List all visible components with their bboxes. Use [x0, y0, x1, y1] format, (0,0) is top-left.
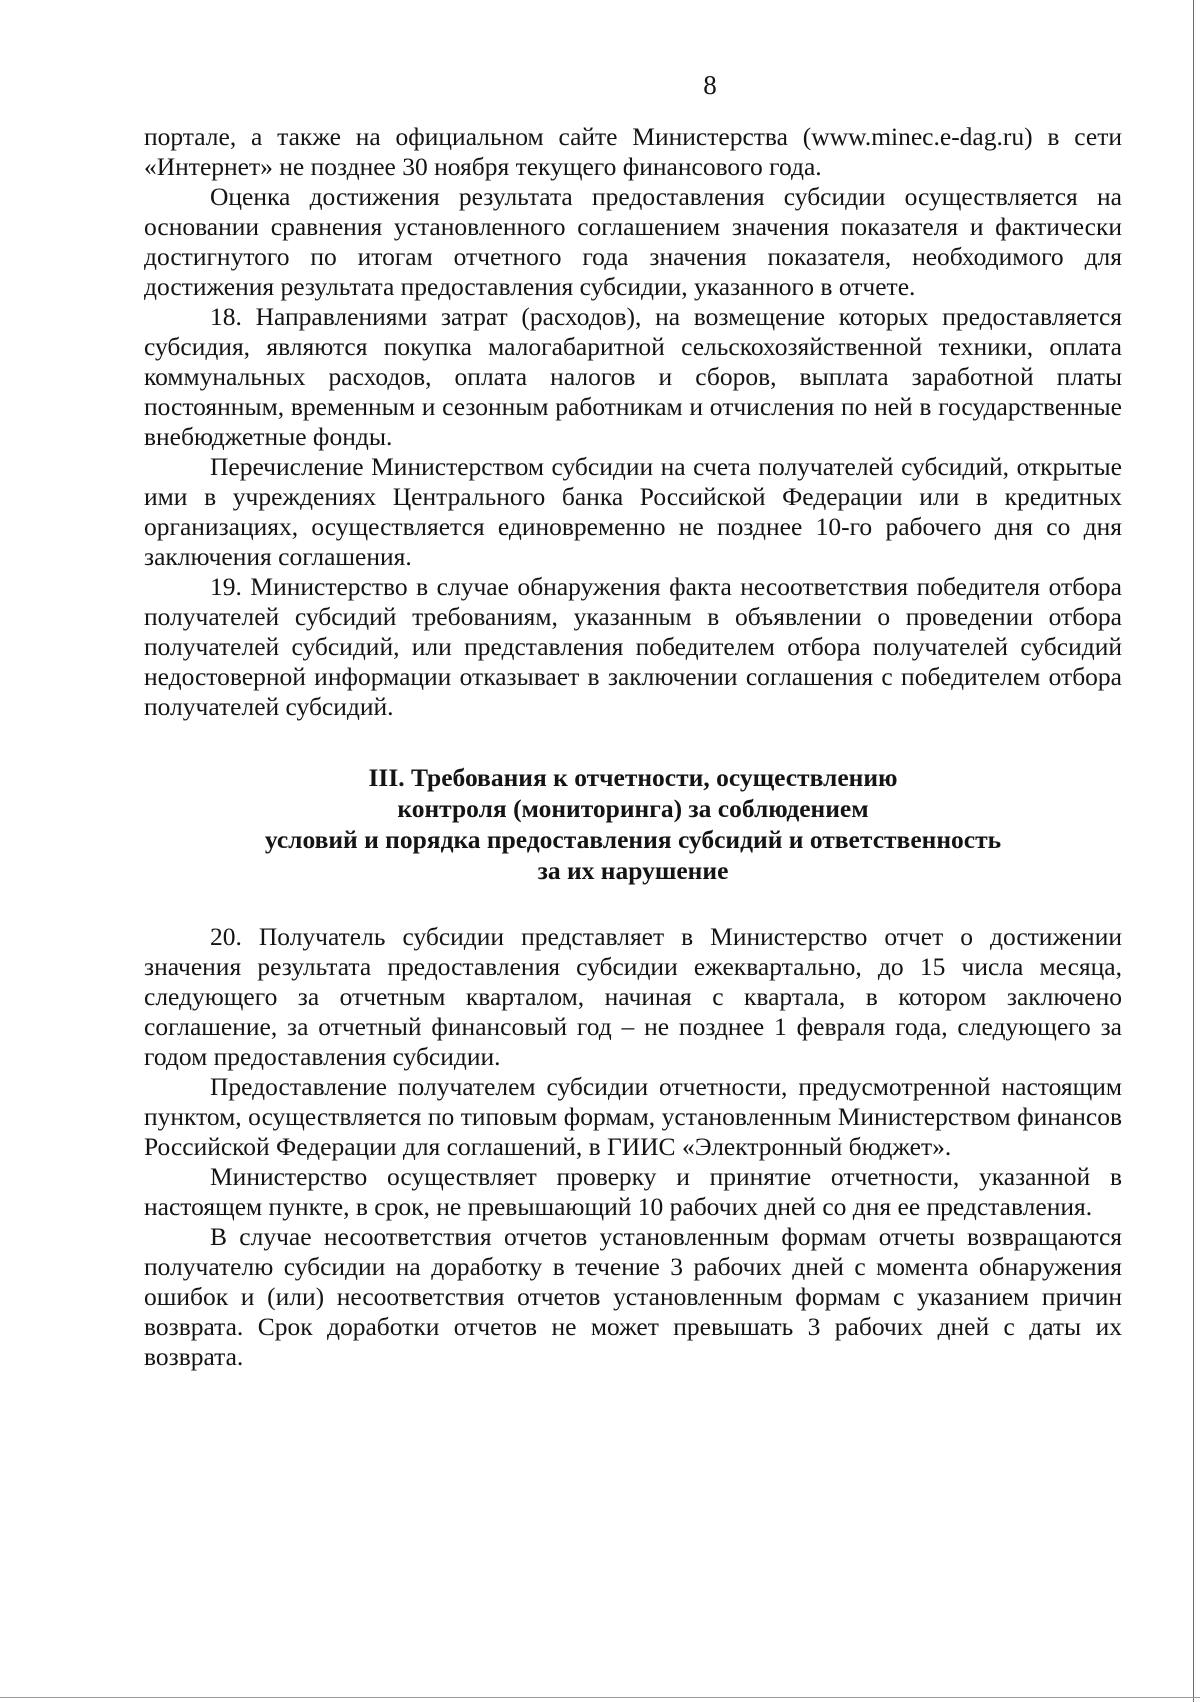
paragraph-item-18: 18. Направлениями затрат (расходов), на возмещение которых предоставляется субсидия, являются покупка малогабаритной сельскохозяйственной техники, оплата коммунальных расходов, оплата налогов и сборов, выплата заработной платы постоянным, временным и сезонным работникам и отчисления по ней в государственные внебюджетные фонды.	[144, 302, 1122, 451]
section-heading-line: условий и порядка предоставления субсидий и ответственность	[264, 825, 1002, 854]
paragraph: В случае несоответствия отчетов установленным формам отчеты возвращаются получателю субсидии на доработку в течение 3 рабочих дней с момента обнаружения ошибок и (или) несоответствия отчетов установленным формам с указанием причин возврата. Срок доработки отчетов не может превышать 3 рабочих дней с даты их возврата.	[144, 1222, 1122, 1371]
paragraph: Министерство осуществляет проверку и принятие отчетности, указанной в настоящем пункте, в срок, не превышающий 10 рабочих дней со дня ее представления.	[144, 1162, 1122, 1221]
paragraph: порталe, а также на официальном сайте Министерства (www.minec.e-dag.ru) в сети «Интернет» не позднее 30 ноября текущего финансового года.	[144, 122, 1122, 181]
section-heading	[144, 762, 1122, 886]
scan-edge-bottom	[0, 1697, 1200, 1698]
paragraph: Оценка достижения результата предоставления субсидии осуществляется на основании сравнения установленного соглашением значения показателя и фактически достигнутого по итогам отчетного года значения показателя, необходимого для достижения результата предоставления субсидии, указанного в отчете.	[144, 182, 1122, 301]
paragraph: Предоставление получателем субсидии отчетности, предусмотренной настоящим пунктом, осуществляется по типовым формам, установленным Министерством финансов Российской Федерации для соглашений, в ГИИС «Электронный бюджет».	[144, 1072, 1122, 1161]
page-number: 8	[703, 70, 717, 100]
paragraph: Перечисление Министерством субсидии на счета получателей субсидий, открытые ими в учреждениях Центрального банка Российской Федерации или в кредитных организациях, осуществляется единовременно не позднее 10-го рабочего дня со дня заключения соглашения.	[144, 452, 1122, 571]
section-heading-line: контроля (мониторинга) за соблюдением	[397, 794, 869, 823]
document-body	[144, 122, 1122, 1372]
paragraph-item-20: 20. Получатель субсидии представляет в Министерство отчет о достижении значения результата предоставления субсидии ежеквартально, до 15 числа месяца, следующего за отчетным кварталом, начиная с квартала, в котором заключено соглашение, за отчетный финансовый год – не позднее 1 февраля года, следующего за годом предоставления субсидии.	[144, 922, 1122, 1071]
paragraph-item-19: 19. Министерство в случае обнаружения факта несоответствия победителя отбора получателей субсидий требованиям, указанным в объявлении о проведении отбора получателей субсидий, или представления победителем отбора получателей субсидий недостоверной информации отказывает в заключении соглашения с победителем отбора получателей субсидий.	[144, 572, 1122, 721]
section-heading-line: за их нарушение	[537, 856, 729, 885]
scan-edge-right	[1193, 0, 1194, 1702]
section-heading-line: III. Требования к отчетности, осуществлению	[368, 763, 898, 792]
